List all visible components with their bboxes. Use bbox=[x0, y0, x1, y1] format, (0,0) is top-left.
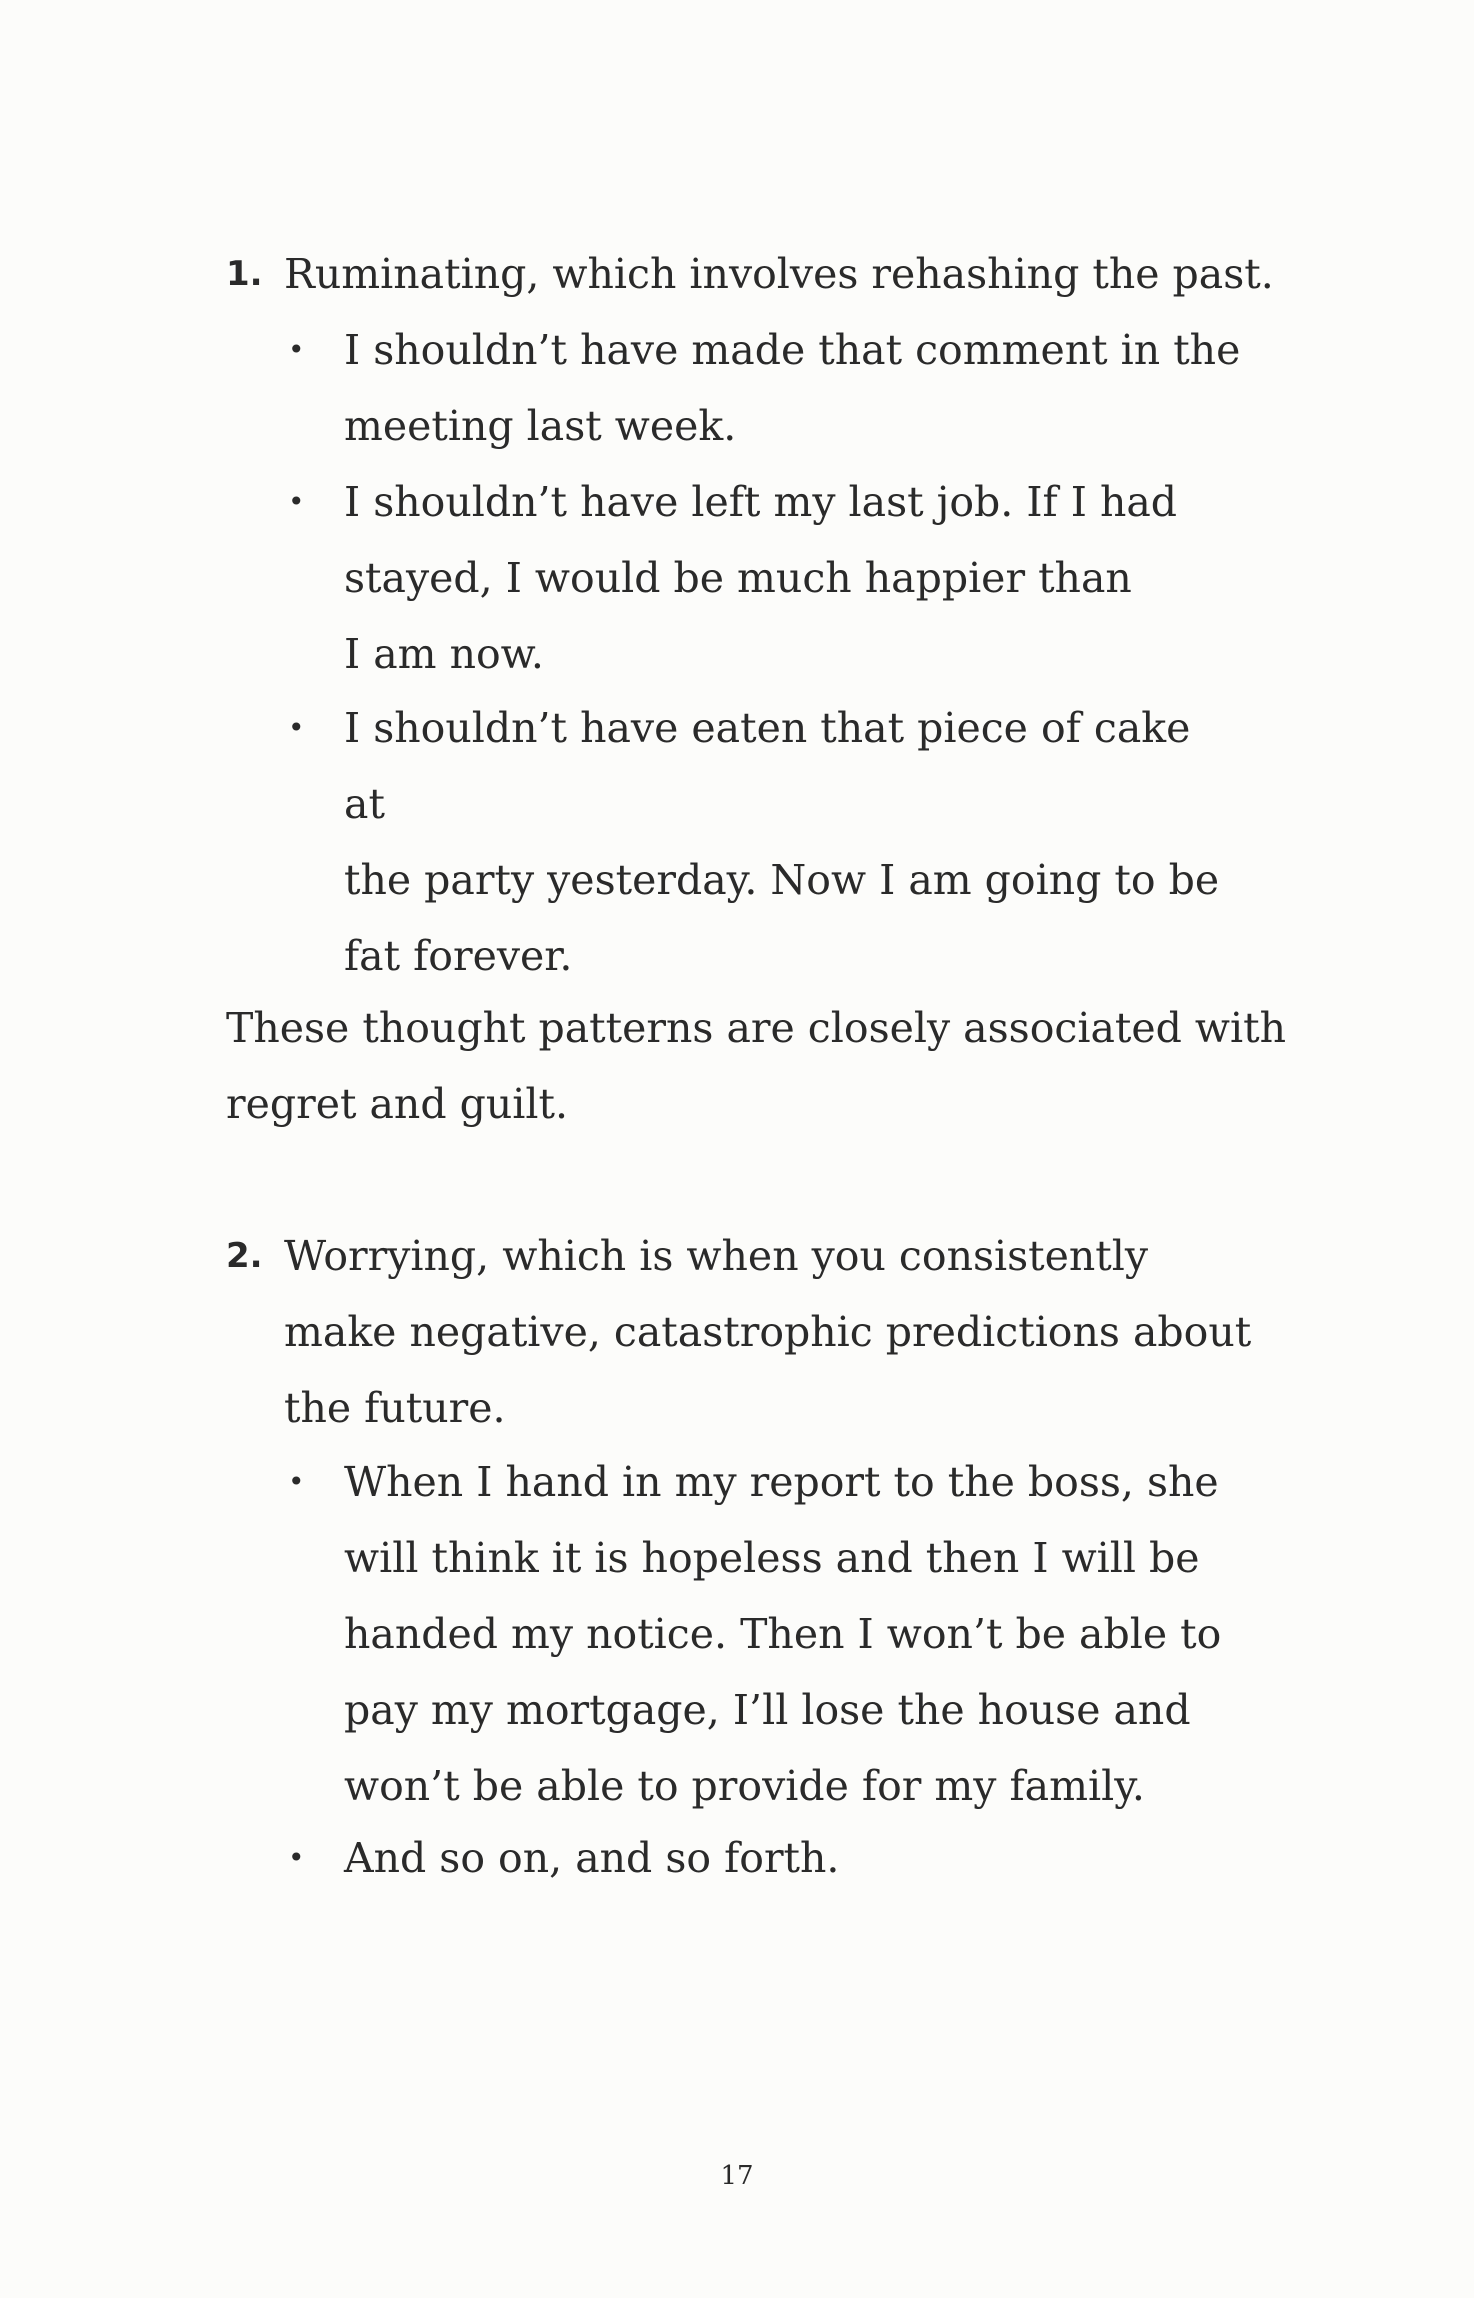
text-line: stayed, I would be much happier than bbox=[344, 554, 1132, 602]
bullet-icon: • bbox=[288, 485, 305, 518]
bullet-text bbox=[344, 464, 1244, 692]
text-line: I am now. bbox=[344, 630, 544, 678]
text-line: These thought patterns are closely associated with bbox=[226, 1004, 1287, 1052]
bullet-icon: • bbox=[288, 1465, 305, 1498]
text-line: regret and guilt. bbox=[226, 1080, 568, 1128]
bullet-text bbox=[344, 1444, 1244, 1824]
text-line: pay my mortgage, I’ll lose the house and bbox=[344, 1686, 1191, 1734]
bullet-text bbox=[344, 1820, 1244, 1896]
list-item-text bbox=[284, 236, 1314, 312]
text-line: And so on, and so forth. bbox=[344, 1834, 840, 1882]
bullet-icon: • bbox=[288, 711, 305, 744]
text-line: won’t be able to provide for my family. bbox=[344, 1762, 1145, 1810]
list-number: 1. bbox=[226, 254, 263, 294]
text-line: I shouldn’t have left my last job. If I had bbox=[344, 478, 1178, 526]
text-line: will think it is hopeless and then I will be bbox=[344, 1534, 1200, 1582]
text-line: the future. bbox=[284, 1384, 506, 1432]
body-paragraph bbox=[226, 990, 1326, 1142]
text-line: handed my notice. Then I won’t be able to bbox=[344, 1610, 1222, 1658]
list-item-text bbox=[284, 1218, 1314, 1446]
text-line: When I hand in my report to the boss, she bbox=[344, 1458, 1219, 1506]
bullet-text bbox=[344, 312, 1244, 464]
page-number: 17 bbox=[720, 2161, 754, 2191]
list-number: 2. bbox=[226, 1236, 263, 1276]
text-line: make negative, catastrophic predictions about bbox=[284, 1308, 1252, 1356]
text-line: fat forever. bbox=[344, 932, 573, 980]
bullet-icon: • bbox=[288, 333, 305, 366]
text-line: the party yesterday. Now I am going to be bbox=[344, 856, 1220, 904]
text-line: Ruminating, which involves rehashing the past. bbox=[284, 250, 1274, 298]
text-line: I shouldn’t have eaten that piece of cake at bbox=[344, 704, 1191, 828]
text-line: meeting last week. bbox=[344, 402, 737, 450]
bullet-icon: • bbox=[288, 1841, 305, 1874]
text-line: I shouldn’t have made that comment in the bbox=[344, 326, 1241, 374]
text-line: Worrying, which is when you consistently bbox=[284, 1232, 1149, 1280]
bullet-text bbox=[344, 690, 1244, 994]
